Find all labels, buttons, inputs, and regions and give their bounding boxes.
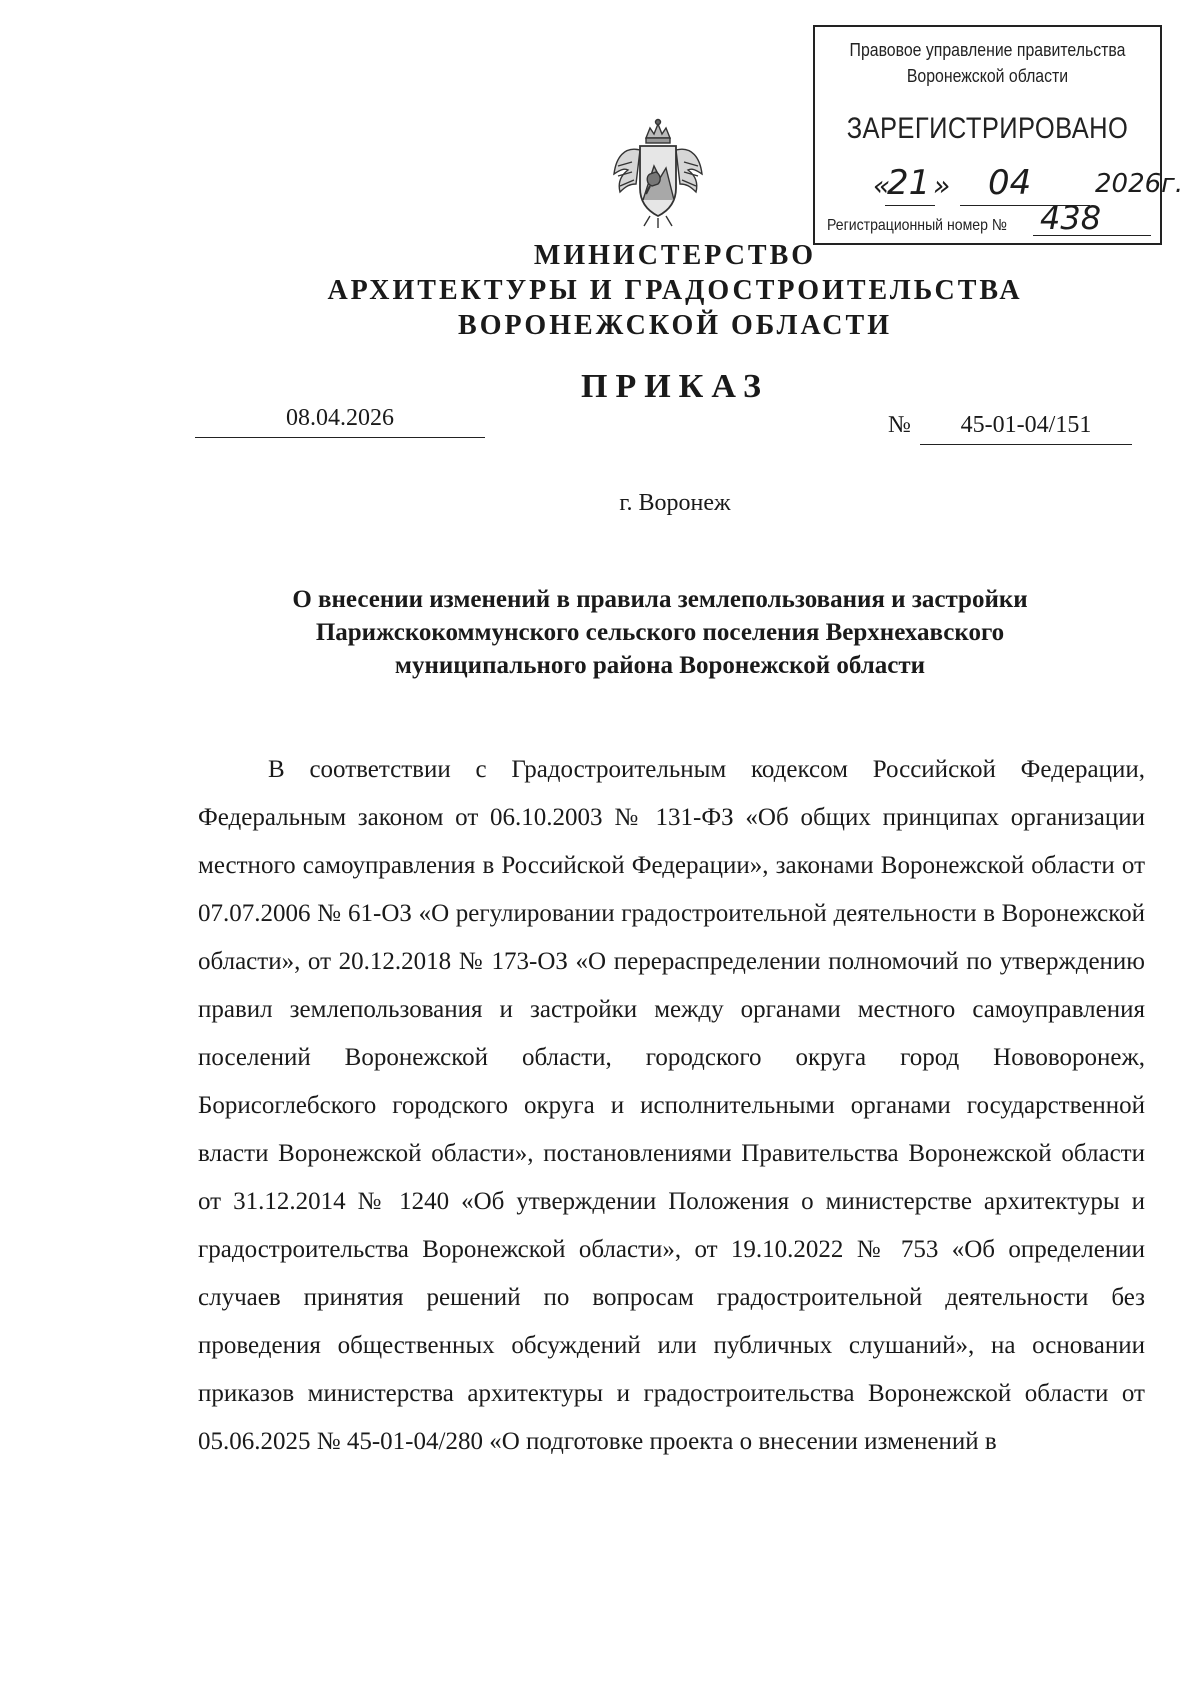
- issue-city: г. Воронеж: [619, 490, 731, 516]
- registration-stamp: [813, 25, 1184, 245]
- ministry-name-line-2: АРХИТЕКТУРЫ И ГРАДОСТРОИТЕЛЬСТВА: [327, 275, 1023, 306]
- order-subject: [200, 583, 1120, 682]
- stamp-registration-number: 438: [1040, 199, 1102, 237]
- stamp-date-day: 21: [887, 163, 931, 203]
- order-subject-line-2: Парижскокоммунского сельского поселения Верхнехавского: [315, 619, 1005, 646]
- stamp-date-open-quote: «: [873, 169, 891, 202]
- stamp-registration-underline: [1033, 235, 1151, 236]
- stamp-date-close-quote: »: [933, 169, 951, 202]
- voronezh-coat-of-arms-icon: [610, 118, 706, 230]
- ministry-name-line-1: МИНИСТЕРСТВО: [533, 240, 817, 271]
- order-subject-line-1: О внесении изменений в правила землепользования и застройки: [292, 586, 1028, 613]
- stamp-date-year: 2026г.: [1095, 169, 1184, 199]
- stamp-organization-line-1: Правовое управление правительства: [849, 40, 1126, 60]
- ministry-name-line-3: ВОРОНЕЖСКОЙ ОБЛАСТИ: [458, 310, 892, 341]
- body-paragraph: В соответствии с Градостроительным кодексом Российской Федерации, Федеральным законом от 06.10.2003 № 131-ФЗ «Об общих принципах организации местного самоуправления в Российской Федерации», законами Воронежской области от 07.07.2006 № 61-ОЗ «О регулировании градостроительной деятельности в Воронежской области», от 20.12.2018 № 173-ОЗ «О перераспределении полномочий по утверждению правил землепользования и застройки между органами местного самоуправления поселений Воронежской области, городского округа город Нововоронеж, Борисоглебского городского округа и исполнительными органами государственной власти Воронежской области», постановлениями Правительства Воронежской области от 31.12.2014 № 1240 «Об утверждении Положения о министерстве архитектуры и градостроительства Воронежской области», от 19.10.2022 № 753 «Об определении случаев принятия решений по вопросам градостроительной деятельности без проведения общественных обсуждений или публичных слушаний», на основании приказов министерства архитектуры и градостроительства Воронежской области от 05.06.2025 № 45-01-04/280 «О подготовке проекта о внесении изменений в: [198, 756, 1145, 1455]
- stamp-date-month: 04: [988, 163, 1032, 203]
- order-number: 45-01-04/151: [920, 412, 1132, 445]
- order-number-label: №: [888, 412, 911, 438]
- order-subject-line-3: муниципального района Воронежской области: [394, 652, 926, 679]
- stamp-day-underline: [885, 205, 935, 206]
- order-date: 08.04.2026: [195, 405, 485, 438]
- stamp-registration-label: Регистрационный номер №: [827, 217, 1007, 234]
- stamp-organization-line-2: Воронежской области: [906, 66, 1069, 86]
- document-type-title: ПРИКАЗ: [581, 368, 769, 405]
- stamp-status: ЗАРЕГИСТРИРОВАНО: [846, 112, 1129, 145]
